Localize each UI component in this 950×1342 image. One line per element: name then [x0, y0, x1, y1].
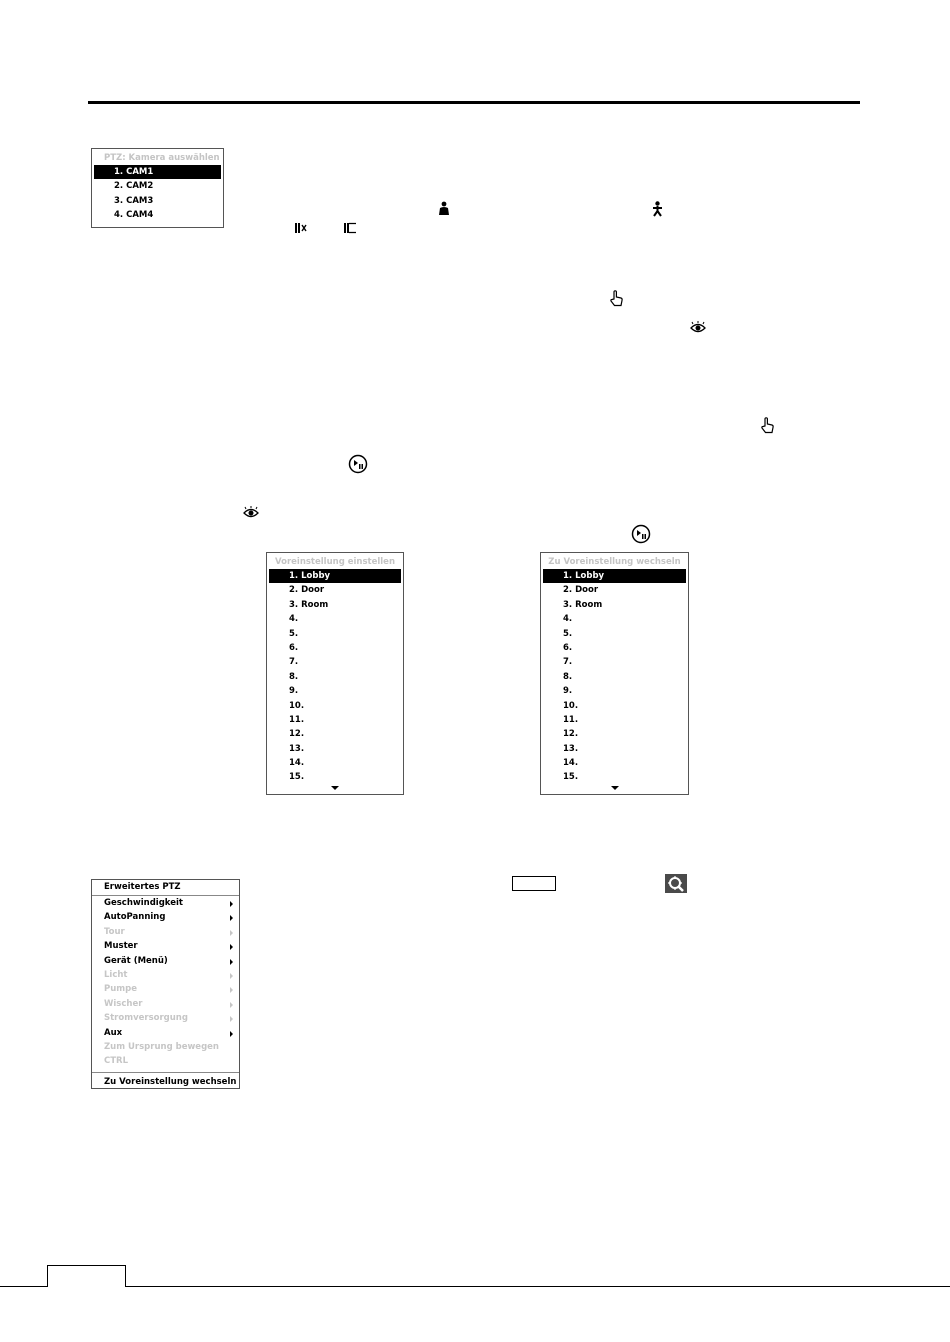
list-item[interactable]: 13.: [289, 743, 305, 754]
menu-item-ctrl: [92, 1054, 239, 1068]
menu-item-device-menu[interactable]: [92, 954, 239, 968]
menu-item-light: [92, 968, 239, 982]
list-item[interactable]: 15.: [289, 772, 305, 783]
menu-item-label: Muster: [104, 941, 138, 952]
submenu-arrow-icon: [230, 959, 233, 965]
header-rule: [88, 101, 860, 104]
list-item[interactable]: 14.: [563, 758, 579, 769]
submenu-arrow-icon: [230, 1002, 233, 1008]
list-item[interactable]: 12.: [563, 729, 579, 740]
list-item[interactable]: 2. Door: [289, 585, 325, 596]
list-item[interactable]: 2. Door: [563, 585, 599, 596]
menu-item-label: Geschwindigkeit: [104, 898, 183, 908]
menu-item-wiper: [92, 997, 239, 1011]
menu-item-tour: [92, 925, 239, 939]
menu-divider: [92, 1072, 239, 1073]
preset-go-menu: [540, 552, 689, 795]
list-item[interactable]: 1. Lobby: [269, 569, 401, 583]
submenu-arrow-icon: [230, 973, 233, 979]
scroll-down-icon[interactable]: [611, 786, 619, 790]
play-pause-icon: [631, 524, 651, 544]
menu-item-go-to-preset[interactable]: Zu Voreinstellung wechseln: [104, 1076, 237, 1087]
preset-list[interactable]: [267, 569, 403, 783]
hand-pointer-icon: [609, 290, 624, 307]
list-item[interactable]: 14.: [289, 758, 305, 769]
list-item[interactable]: 11.: [563, 714, 579, 725]
preset-set-menu: [266, 552, 404, 795]
list-item[interactable]: 5.: [563, 628, 573, 639]
footer-rule: [0, 1286, 950, 1287]
menu-item-label: Gerät (Menü): [104, 955, 168, 966]
list-item[interactable]: 12.: [289, 729, 305, 740]
menu-item-power: [92, 1011, 239, 1025]
speaker-mute-icon: [294, 222, 308, 234]
menu-item-label: CTRL: [104, 1056, 128, 1067]
menu-title: Zu Voreinstellung wechseln: [548, 557, 681, 567]
menu-item-speed[interactable]: [92, 896, 239, 910]
bracket-icon: [343, 222, 357, 234]
submenu-arrow-icon: [230, 944, 233, 950]
menu-item-cam3[interactable]: 3. CAM3: [114, 195, 154, 206]
list-item[interactable]: 3. Room: [289, 599, 329, 610]
menu-item-cam1[interactable]: 1. CAM1: [94, 165, 221, 179]
submenu-arrow-icon: [230, 901, 233, 907]
menu-item-pattern[interactable]: [92, 939, 239, 953]
list-item[interactable]: 6.: [289, 642, 299, 653]
menu-item-cam4[interactable]: 4. CAM4: [114, 210, 154, 221]
menu-item-label: Tour: [104, 926, 125, 937]
list-item[interactable]: 1. Lobby: [543, 569, 686, 583]
menu-item-label: Zum Ursprung bewegen: [104, 1041, 219, 1052]
button-graphic: [512, 876, 556, 891]
list-item[interactable]: 4.: [289, 614, 299, 625]
menu-title: Erweitertes PTZ: [92, 880, 239, 896]
play-pause-icon: [348, 454, 368, 474]
menu-item-move-origin: [92, 1040, 239, 1054]
menu-item-label: Wischer: [104, 998, 143, 1009]
list-item[interactable]: 10.: [563, 700, 579, 711]
menu-item-pump: [92, 982, 239, 996]
zoom-search-icon: [665, 874, 687, 893]
list-item[interactable]: 7.: [563, 657, 573, 668]
list-item[interactable]: 11.: [289, 714, 305, 725]
person-icon: [437, 201, 451, 216]
menu-item-label: Pumpe: [104, 984, 137, 995]
submenu-arrow-icon: [230, 1031, 233, 1037]
menu-item-label: Aux: [104, 1027, 123, 1038]
list-item[interactable]: 9.: [289, 686, 299, 697]
list-item[interactable]: 8.: [563, 671, 573, 682]
preset-list[interactable]: [541, 569, 688, 783]
submenu-arrow-icon: [230, 987, 233, 993]
menu-item-label: Stromversorgung: [104, 1013, 188, 1024]
list-item[interactable]: 9.: [563, 686, 573, 697]
eye-icon: [243, 507, 259, 519]
list-item[interactable]: 15.: [563, 772, 579, 783]
list-item[interactable]: 7.: [289, 657, 299, 668]
list-item[interactable]: 3. Room: [563, 599, 603, 610]
submenu-arrow-icon: [230, 915, 233, 921]
list-item[interactable]: 10.: [289, 700, 305, 711]
page-number-tab: [47, 1265, 126, 1287]
submenu-arrow-icon: [230, 1016, 233, 1022]
eye-icon: [690, 322, 706, 334]
menu-item-aux[interactable]: [92, 1026, 239, 1040]
hand-pointer-icon: [760, 417, 775, 434]
list-item[interactable]: 4.: [563, 614, 573, 625]
submenu-arrow-icon: [230, 930, 233, 936]
list-item[interactable]: 8.: [289, 671, 299, 682]
menu-title: Voreinstellung einstellen: [275, 557, 395, 567]
menu-item-cam2[interactable]: 2. CAM2: [114, 181, 154, 192]
list-item[interactable]: 13.: [563, 743, 579, 754]
person-walk-icon: [651, 201, 664, 217]
list-item[interactable]: 5.: [289, 628, 299, 639]
advanced-ptz-menu: [91, 879, 240, 1089]
ptz-camera-select-menu: [91, 148, 224, 228]
menu-item-label: Licht: [104, 969, 128, 980]
menu-title: PTZ: Kamera auswählen: [104, 153, 220, 163]
list-item[interactable]: 6.: [563, 642, 573, 653]
scroll-down-icon[interactable]: [331, 786, 339, 790]
menu-item-label: AutoPanning: [104, 912, 166, 923]
menu-item-autopanning[interactable]: [92, 910, 239, 924]
